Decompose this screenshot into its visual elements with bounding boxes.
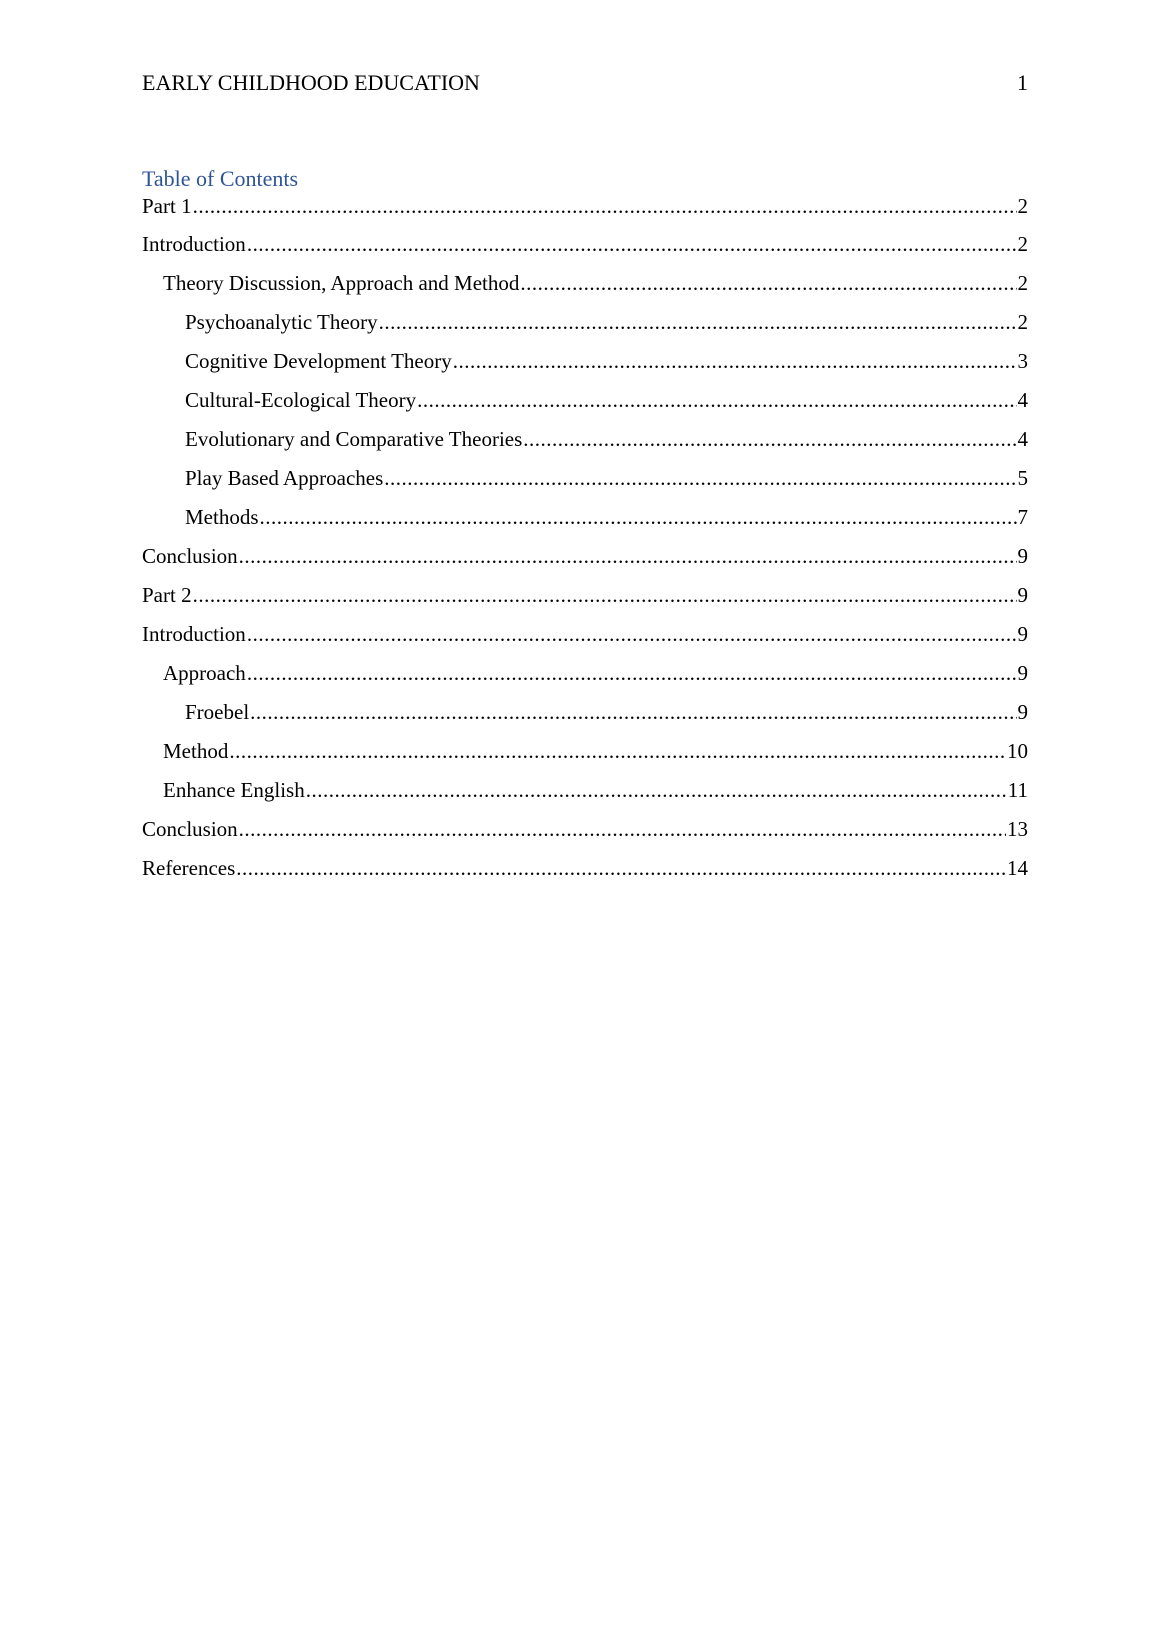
dot-leader (236, 856, 1006, 880)
running-head: EARLY CHILDHOOD EDUCATION (142, 70, 480, 95)
toc-entry-page: 3 (1017, 349, 1028, 373)
toc-entry-conclusion-2[interactable] (142, 817, 1028, 856)
toc-entry-page: 13 (1007, 817, 1028, 841)
toc-entry-methods[interactable] (142, 505, 1028, 544)
dot-leader (260, 505, 1017, 529)
toc-entry-conclusion-1[interactable] (142, 544, 1028, 583)
toc-entry-label: Part 1 (142, 194, 192, 218)
table-of-contents (142, 164, 1028, 895)
toc-entry-page: 4 (1017, 427, 1028, 451)
toc-entry-label: Cultural-Ecological Theory (185, 388, 417, 412)
toc-entry-evolutionary-comparative-theories[interactable] (142, 427, 1028, 466)
dot-leader (520, 271, 1016, 295)
toc-entry-label: Evolutionary and Comparative Theories (185, 427, 523, 451)
toc-entry-method[interactable] (142, 739, 1028, 778)
dot-leader (247, 622, 1017, 646)
toc-entry-introduction-2[interactable] (142, 622, 1028, 661)
toc-entry-label: Conclusion (142, 817, 238, 841)
toc-entry-part-2[interactable] (142, 583, 1028, 622)
dot-leader (239, 544, 1017, 568)
toc-entry-label: Theory Discussion, Approach and Method (163, 271, 520, 295)
dot-leader (384, 466, 1016, 490)
toc-list (142, 194, 1028, 895)
page-header (142, 68, 1028, 98)
toc-entry-cognitive-development-theory[interactable] (142, 349, 1028, 388)
page-number: 1 (1017, 70, 1028, 95)
dot-leader (250, 700, 1016, 724)
dot-leader (417, 388, 1016, 412)
dot-leader (247, 661, 1017, 685)
toc-entry-page: 11 (1007, 778, 1028, 802)
toc-entry-theory-discussion[interactable] (142, 271, 1028, 310)
dot-leader (306, 778, 1007, 802)
toc-entry-page: 9 (1017, 544, 1028, 568)
dot-leader (239, 817, 1006, 841)
toc-entry-page: 2 (1017, 232, 1028, 256)
toc-entry-references[interactable] (142, 856, 1028, 895)
dot-leader (193, 194, 1017, 218)
toc-entry-part-1[interactable] (142, 194, 1028, 232)
toc-entry-label: Introduction (142, 232, 246, 256)
toc-entry-label: Approach (163, 661, 246, 685)
toc-entry-page: 2 (1017, 271, 1028, 295)
toc-entry-label: Method (163, 739, 229, 763)
toc-entry-page: 9 (1017, 583, 1028, 607)
dot-leader (229, 739, 1006, 763)
toc-entry-label: Play Based Approaches (185, 466, 384, 490)
toc-entry-label: References (142, 856, 236, 880)
toc-entry-label: Methods (185, 505, 259, 529)
toc-entry-introduction-1[interactable] (142, 232, 1028, 271)
dot-leader (379, 310, 1017, 334)
toc-entry-approach[interactable] (142, 661, 1028, 700)
toc-entry-label: Introduction (142, 622, 246, 646)
dot-leader (523, 427, 1016, 451)
toc-entry-cultural-ecological-theory[interactable] (142, 388, 1028, 427)
toc-entry-label: Conclusion (142, 544, 238, 568)
toc-entry-enhance-english[interactable] (142, 778, 1028, 817)
toc-entry-label: Part 2 (142, 583, 192, 607)
toc-entry-page: 7 (1017, 505, 1028, 529)
toc-entry-page: 5 (1017, 466, 1028, 490)
toc-entry-label: Cognitive Development Theory (185, 349, 452, 373)
toc-entry-label: Psychoanalytic Theory (185, 310, 378, 334)
toc-entry-page: 2 (1017, 194, 1028, 218)
toc-entry-page: 14 (1007, 856, 1028, 880)
toc-entry-page: 9 (1017, 622, 1028, 646)
toc-entry-page: 4 (1017, 388, 1028, 412)
toc-entry-label: Froebel (185, 700, 250, 724)
dot-leader (247, 232, 1017, 256)
toc-entry-play-based-approaches[interactable] (142, 466, 1028, 505)
toc-entry-page: 10 (1007, 739, 1028, 763)
toc-entry-page: 2 (1017, 310, 1028, 334)
toc-entry-page: 9 (1017, 700, 1028, 724)
toc-entry-page: 9 (1017, 661, 1028, 685)
toc-title: Table of Contents (142, 166, 299, 191)
toc-entry-froebel[interactable] (142, 700, 1028, 739)
toc-entry-psychoanalytic-theory[interactable] (142, 310, 1028, 349)
toc-entry-label: Enhance English (163, 778, 305, 802)
dot-leader (453, 349, 1017, 373)
dot-leader (193, 583, 1017, 607)
